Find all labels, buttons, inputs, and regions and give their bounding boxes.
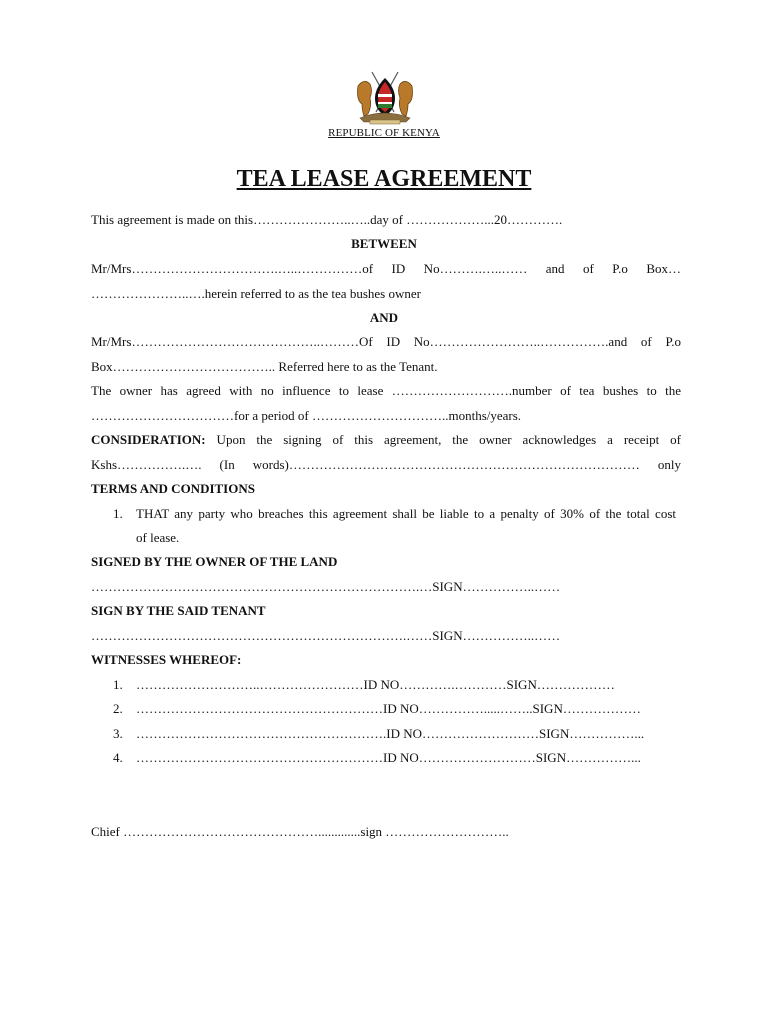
kenya-coat-of-arms-icon (352, 68, 418, 126)
agreement-date-line: This agreement is made on this…………………..…..day of ………………...20…………. (91, 212, 563, 227)
witness-number: 4. (113, 750, 123, 765)
chief-signature-line: Chief ……………………………………….............sign ……………………….. (91, 824, 509, 839)
owner-signature-line: ………………………………………………………………….…SIGN……………..…… (91, 579, 561, 594)
republic-of-kenya-label: REPUBLIC OF KENYA (328, 127, 440, 139)
consideration-text: Upon the signing of this agreement, the owner acknowledges a receipt of (205, 432, 681, 447)
document-title: TEA LEASE AGREEMENT (236, 166, 532, 192)
owner-details-line: Mr/Mrs…………………………….…..……………of ID No……….…..…… and of P.o Box… (91, 261, 681, 276)
witness-line: …………………………………………………ID NO…………….....……..SIGN……………… (136, 701, 641, 716)
tenant-role-line: Box……………………………….. Referred here to as the Tenant. (91, 359, 438, 374)
tenant-signature-line: ……………………………………………………………….……SIGN……………..…… (91, 628, 561, 643)
kshs-amount-line: Kshs…………….…. (In words)……………………………………………………………………… only (91, 457, 681, 472)
tenant-details-line: Mr/Mrs……………………………………..………Of ID No……………………..…………….and of P.o (91, 334, 681, 349)
lease-period-line: ……………………………for a period of …………………………..months/years. (91, 408, 522, 423)
witness-line: ………………………..……………………ID NO………….…………SIGN……………… (136, 677, 615, 692)
witness-line: …………………………………………………ID NO………………………SIGN……………... (136, 750, 641, 765)
owner-role-line: …………………..….herein referred to as the tea bushes owner (91, 286, 421, 301)
owner-signature-heading: SIGNED BY THE OWNER OF THE LAND (91, 554, 338, 569)
consideration-label: CONSIDERATION: (91, 432, 206, 447)
terms-heading: TERMS AND CONDITIONS (91, 481, 255, 496)
lease-terms-line: The owner has agreed with no influence to lease ……………………….number of tea bushes to the (91, 383, 681, 398)
consideration-paragraph (91, 432, 681, 448)
witnesses-heading: WITNESSES WHEREOF: (91, 652, 242, 667)
between-heading: BETWEEN (351, 236, 417, 251)
and-heading: AND (369, 310, 399, 325)
witness-line: ………………………………………………….ID NO………………………SIGN……………... (136, 726, 645, 741)
witness-number: 2. (113, 701, 123, 716)
term-text-line: THAT any party who breaches this agreement shall be liable to a penalty of 30% of the total cost (136, 506, 676, 521)
witness-number: 1. (113, 677, 123, 692)
tenant-signature-heading: SIGN BY THE SAID TENANT (91, 603, 266, 618)
witness-number: 3. (113, 726, 123, 741)
term-text-line: of lease. (136, 530, 180, 545)
term-number: 1. (113, 506, 123, 521)
